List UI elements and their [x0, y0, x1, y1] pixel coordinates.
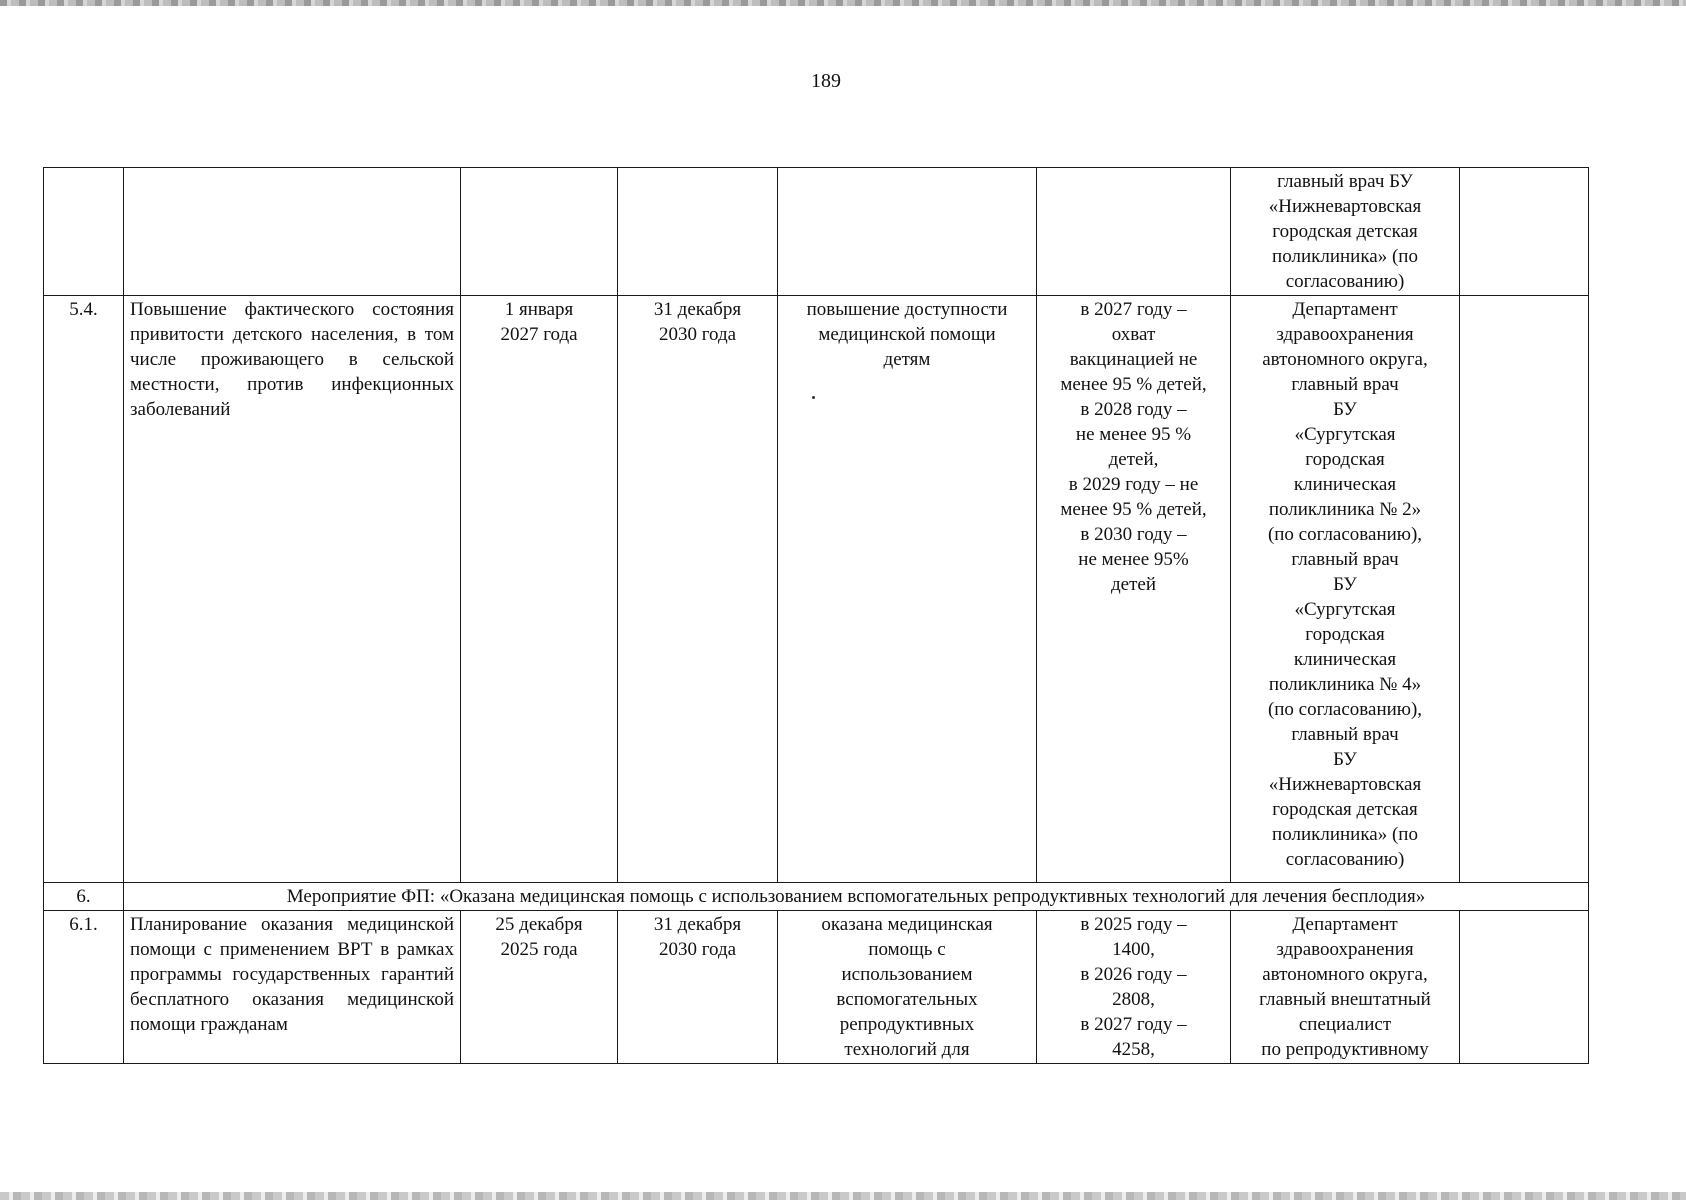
cell-number — [44, 168, 124, 296]
cell-result: повышение доступности медицинской помощи детям — [778, 296, 1037, 883]
scan-edge-bottom — [0, 1192, 1686, 1200]
cell-number: 5.4. — [44, 296, 124, 883]
cell-extra — [1460, 296, 1589, 883]
section-row-6 — [44, 883, 1589, 911]
cell-description — [124, 168, 461, 296]
cell-indicator — [1037, 168, 1231, 296]
table-row-5-4 — [44, 296, 1589, 883]
cell-end-date: 31 декабря 2030 года — [618, 296, 778, 883]
cell-number: 6.1. — [44, 911, 124, 1064]
cell-end-date — [618, 168, 778, 296]
page-number: 189 — [811, 70, 841, 92]
scan-edge-top — [0, 0, 1686, 6]
cell-responsible: главный врач БУ «Нижневартовская городская детская поликлиника» (по согласованию) — [1231, 168, 1460, 296]
cell-result — [778, 168, 1037, 296]
cell-description: Планирование оказания медицинской помощи с применением ВРТ в рамках программы государственных гарантий бесплатного оказания медицинской помощи гражданам — [124, 911, 461, 1064]
cell-description: Повышение фактического состояния привитости детского населения, в том числе проживающего в сельской местности, против инфекционных заболеваний — [124, 296, 461, 883]
cell-result: оказана медицинская помощь с использованием вспомогательных репродуктивных технологий для — [778, 911, 1037, 1064]
table-row-continuation — [44, 168, 1589, 296]
measures-table — [43, 167, 1589, 1064]
cell-indicator: в 2027 году – охват вакцинацией не менее 95 % детей, в 2028 году – не менее 95 % детей, в 2029 году – не менее 95 % детей, в 2030 году – не менее 95% детей — [1037, 296, 1231, 883]
scan-speck — [812, 396, 815, 399]
cell-extra — [1460, 911, 1589, 1064]
section-number: 6. — [44, 883, 124, 911]
table-row-6-1 — [44, 911, 1589, 1064]
cell-indicator: в 2025 году – 1400, в 2026 году – 2808, в 2027 году – 4258, — [1037, 911, 1231, 1064]
cell-responsible: Департамент здравоохранения автономного округа, главный врач БУ «Сургутская городская клиническая поликлиника № 2» (по согласованию), главный врач БУ «Сургутская городская клиническая поликлиника № 4» (по согласованию), главный врач БУ «Нижневартовская городская детская поликлиника» (по согласованию) — [1231, 296, 1460, 883]
cell-start-date: 25 декабря 2025 года — [461, 911, 618, 1064]
section-title: Мероприятие ФП: «Оказана медицинская помощь с использованием вспомогательных репродуктивных технологий для лечения бесплодия» — [124, 883, 1589, 911]
cell-extra — [1460, 168, 1589, 296]
cell-start-date — [461, 168, 618, 296]
cell-responsible: Департамент здравоохранения автономного округа, главный внештатный специалист по репродуктивному — [1231, 911, 1460, 1064]
cell-end-date: 31 декабря 2030 года — [618, 911, 778, 1064]
cell-start-date: 1 января 2027 года — [461, 296, 618, 883]
